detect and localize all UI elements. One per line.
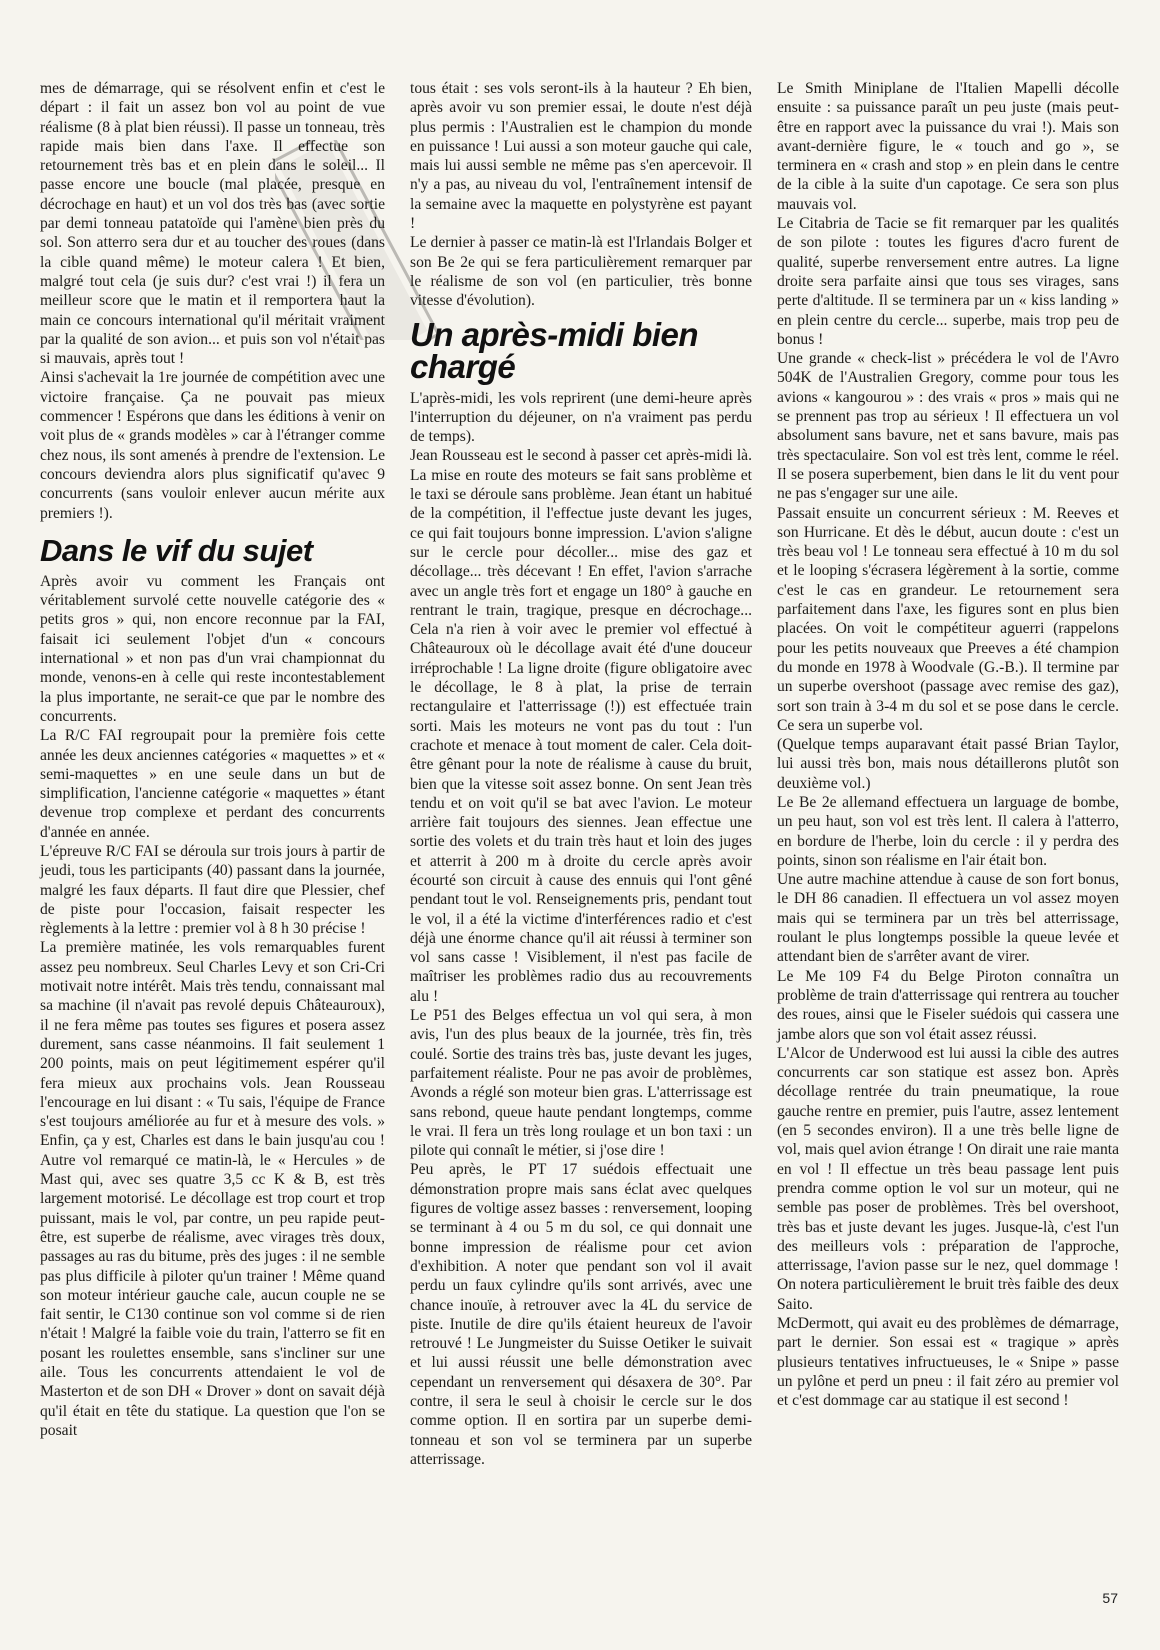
column-right [777, 79, 1119, 1410]
paragraph: Une grande « check-list » précédera le vol de l'Avro 504K de l'Australien Gregory, comme pour tous les avions « kangourou » : des vrais « pros » mais qui ne se prennent pas trop au sérieux ! Il effectuera un vol absolument sans bavure, net et sans bavure, mais pas très spectaculaire. Son vol est très lent, comme le réel. Il se posera superbement, bien dans le lit du vent pour ne pas s'engager sur une aile. [777, 350, 1119, 503]
paragraph: McDermott, qui avait eu des problèmes de démarrage, part le dernier. Son essai est « tragique » après plusieurs tentatives infructueuses, le « Snipe » passe un pylône et perd un pneu : il fait zéro au premier vol et c'est dommage car au statique il est second ! [777, 1315, 1119, 1410]
paragraph: Peu après, le PT 17 suédois effectuait une démonstration propre mais sans éclat avec quelques figures de voltige assez basses : renversement, looping se terminant à 4 ou 5 m du sol, ce qui donnait une bonne impression de réalisme pour cet avion d'exhibition. A noter que pendant son vol il avait perdu un faux cylindre qu'ils sont arrivés, avec une chance inouïe, à retrouver avec la 4L du service de piste. Inutile de dire qu'ils étaient heureux de l'avoir retrouvé ! Le Jungmeister du Suisse Oetiker le suivait et lui aussi réussit une belle démonstration avec cependant un renversement qui désaxera de 30°. Par contre, il sera le seul à choisir le cercle sur le dos comme option. Il en sortira par un superbe demi-tonneau et son vol se terminera par un superbe atterrissage. [410, 1161, 752, 1468]
paragraph: La première matinée, les vols remarquables furent assez peu nombreux. Seul Charles Levy et son Cri-Cri motivait notre intérêt. Mais très tendu, connaissant mal sa machine (il n'avait pas revolé depuis Châteauroux), il ne fera même pas toutes ses figures et posera assez durement, sans casse néanmoins. Il fait seulement 1 200 points, mais on peut légitimement espérer qu'il fera mieux aux prochains vols. Jean Rousseau l'encourage en lui disant : « Tu sais, l'équipe de France s'est toujours améliorée au fur et à mesure des vols. » Enfin, ça y est, Charles est dans le bain jusqu'au cou ! Autre vol remarqué ce matin-là, le « Hercules » de Mast qui, avec ses quatre 3,5 cc K & B, est très largement motorisé. Le décollage est trop court et trop puissant, mais le vol, par contre, un peu rapide peut-être, est superbe de réalisme, avec virages très doux, passages au ras du bitume, près des juges : il ne semble pas plus difficile à piloter qu'un trainer ! Même quand son moteur intérieur gauche cale, aucun couple ne se fait sentir, le C130 continue son vol comme si de rien n'était ! Malgré la faible voie du train, l'atterro se fit en posant les roulettes ensemble, sans s'incliner sur une aile. Tous les concurrents attendaient le vol de Masterton et de son DH « Drover » dont on savait déjà qu'il était en tête du statique. La question que l'on se posait [40, 939, 385, 1439]
paragraph: Ainsi s'achevait la 1re journée de compétition avec une victoire française. Ça ne pouvait pas mieux commencer ! Espérons que dans les éditions à venir on voit plus de « grands modèles » car à l'étranger comme chez nous, ils sont amenés à prendre de l'extension. Le concours deviendra alors plus significatif qu'avec 9 concurrents (sans vouloir enlever aucun mérite aux premiers !). [40, 369, 385, 522]
column-left [40, 79, 385, 1440]
paragraph: Le P51 des Belges effectua un vol qui sera, à mon avis, l'un des plus beaux de la journée, très fin, très coulé. Sortie des trains très bas, juste devant les juges, parfaitement réaliste. Pour ne pas avoir de problèmes, Avonds a réglé son moteur bien gras. L'atterrissage est sans rebond, queue haute pendant longtemps, comme le vrai. Il fera un très long roulage et un bon taxi : un pilote qui connaît le métier, si j'ose dire ! [410, 1007, 752, 1160]
paragraph: (Quelque temps auparavant était passé Brian Taylor, lui aussi très bon, mais nous détaillerons plutôt son deuxième vol.) [777, 736, 1119, 792]
paragraph: mes de démarrage, qui se résolvent enfin et c'est le départ : il fait un assez bon vol au point de vue réalisme (8 à plat bien réussi). Il passe un tonneau, très rapide mais bien dans l'axe. Il effectue son retournement très bas et en plein dans le soleil... Il passe encore une boucle (mal placée, presque en décrochage en haut) et un vol dos très bas (avec sortie par demi tonneau patatoïde qui l'amène bien près du sol. Son atterro sera dur et au toucher des roues (dans la cible quand même) le moteur calera ! Et bien, malgré tout cela (je suis dur? c'est vrai !) il fera un meilleur score que le matin et il remportera haut la main ce concours international qu'il méritait vraiment par la qualité de son avion... et puis son vol n'était pas si mauvais, après tout ! [40, 80, 385, 368]
paragraph: Jean Rousseau est le second à passer cet après-midi là. La mise en route des moteurs se fait sans problème et le taxi se déroule sans problème. Jean étant un habitué de la compétition, il l'effectue juste devant les juges, ce qui fait toujours bonne impression. L'avion s'aligne sur le cercle pour décoller... mise des gaz et décollage... très décevant ! En effet, l'avion s'arrache avec un angle très fort et engage un 180° à gauche en rentrant le train, tragique, presque en décrochage... Cela n'a rien à voir avec le premier vol effectué à Châteauroux où le décollage avait été d'une douceur irréprochable ! La ligne droite (figure obligatoire avec le décollage, le 8 à plat, la prise de terrain rectangulaire et l'atterrissage (!)) est effectuée train sorti. Mais les moteurs ne vont pas du tout : l'un crachote et menace à tout moment de caler. Cela doit-être gênant pour la note de réalisme à cause du bruit, bien que la vitesse soit assez bonne. On sent Jean très tendu et on voit qu'il se bat avec l'avion. Le moteur arrière fait toujours des siennes. Jean effectue une sortie des volets et du train très haut et loin des juges et atterrit à 200 m à droite du cercle après avoir écourté son circuit à cause des ennuis qui l'ont gêné pendant tout le vol. Renseignements pris, pendant tout le vol, il a été la victime d'interférences radio et c'est déjà une énorme chance qu'il ait réussi à terminer son vol sans casse ! Visiblement, il n'est pas facile de maîtriser les problèmes radio dus au recouvrements alu ! [410, 447, 752, 1005]
paragraph: Le Citabria de Tacie se fit remarquer par les qualités de son pilote : toutes les figures d'acro furent de qualité, superbe renversement entre autres. La ligne droite sera parfaite ainsi que tous ses virages, sans perte d'altitude. Il se terminera par un « kiss landing » en plein centre du cercle... superbe, mais trop peu de bonus ! [777, 215, 1119, 348]
paragraph: Après avoir vu comment les Français ont véritablement survolé cette nouvelle catégorie des « petits gros » qui, non encore reconnue par la FAI, faisait ici seulement l'objet d'un « concours international » et non pas d'un vrai championnat du monde, venons-en à celle qui reste incontestablement la plus importante, ne serait-ce que par le nombre des concurrents. [40, 572, 385, 725]
paragraph: Le Be 2e allemand effectuera un larguage de bombe, un peu haut, son vol est très lent. Il calera à l'atterro, en bordure de l'herbe, loin du cercle : il y perdra des points, sinon son réalisme en l'air était bon. [777, 793, 1119, 869]
paragraph: tous était : ses vols seront-ils à la hauteur ? Eh bien, après avoir vu son premier essai, le doute n'est déjà plus permis : l'Australien est le champion du monde en puissance ! Lui aussi a son moteur gauche qui cale, mais lui aussi semble ne même pas s'en apercevoir. Il n'y a pas, au niveau du vol, l'entraînement intensif de la semaine avec la maquette en polystyrène est payant ! [410, 80, 752, 233]
paragraph: Une autre machine attendue à cause de son fort bonus, le DH 86 canadien. Il effectuera un vol assez moyen mais qui se terminera par un très bel atterrissage, roulant le plus longtemps possible la queue levée et attendant bien de s'arrêter avant de virer. [777, 871, 1119, 966]
section-heading: Dans le vif du sujet [40, 532, 313, 568]
paragraph: Le Me 109 F4 du Belge Piroton connaîtra un problème de train d'atterrissage qui rentrera au toucher des roues, ainsi que le Fiseler suédois qui cassera une jambe alors que son vol était assez réussi. [777, 967, 1119, 1043]
paragraph: Le dernier à passer ce matin-là est l'Irlandais Bolger et son Be 2e qui se fera particulièrement remarquer par le réalisme de son vol (en particulier, très bonne vitesse d'évolution). [410, 234, 752, 310]
paragraph: L'après-midi, les vols reprirent (une demi-heure après l'interruption du déjeuner, on n'a vraiment pas perdu de temps). [410, 389, 752, 446]
paragraph: Le Smith Miniplane de l'Italien Mapelli décolle ensuite : sa puissance paraît un peu juste (mais peut-être en rapport avec la puissance du vrai !). Mais son avant-dernière figure, le « touch and go », se terminera en « crash and stop » en plein dans le centre de la cible à la suite d'un capotage. Ce sera son plus mauvais vol. [777, 80, 1119, 213]
page-number: 57 [1102, 1590, 1118, 1606]
column-middle [410, 79, 752, 1469]
paragraph: L'Alcor de Underwood est lui aussi la cible des autres concurrents car son statique est assez bon. Après décollage rentrée du train pneumatique, la roue gauche rentre en premier, puis l'autre, assez lentement (en 5 secondes environ). Il a une très belle ligne de vol, mais quel avion étrange ! On dirait une raie manta en vol ! Il effectue un très beau passage lent puis prendra comme option le vol sur un moteur, qui ne semble pas poser de problèmes. Très bel overshoot, très bas et juste devant les juges. Jusque-là, c'est l'un des meilleurs vols : préparation de l'approche, atterrissage, l'avion passe sur le nez, quel dommage ! On notera particulièrement le bruit très faible des deux Saito. [777, 1044, 1119, 1313]
paragraph: La R/C FAI regroupait pour la première fois cette année les deux anciennes catégories « maquettes » et « semi-maquettes » en une seule dans un but de simplification, l'ancienne catégorie « maquettes » étant devenue trop complexe et perdant des concurrents d'année en année. [40, 727, 385, 841]
section-heading: Un après-midi bien chargé [410, 315, 699, 385]
paragraph: Passait ensuite un concurrent sérieux : M. Reeves et son Hurricane. Et dès le début, aucun doute : c'est un très beau vol ! Le tonneau sera effectué à 10 m du sol et le looping s'écrasera légèrement à la sortie, comme c'est le cas en grandeur. Le retournement sera parfaitement dans l'axe, les figures sont en plus bien placées. On voit le compétiteur aguerri (rappelons pour les petits nouveaux que Preeves a été champion du monde en 1978 à Woodvale (G.-B.). Il termine par un superbe overshoot (passage avec remise des gaz), sort son train à 3-4 m du sol et se pose dans le cercle. Ce sera un superbe vol. [777, 504, 1119, 734]
paragraph: L'épreuve R/C FAI se déroula sur trois jours à partir de jeudi, tous les participants (40) passant dans la journée, malgré les faux départs. Il faut dire que Plessier, chef de piste pour l'occasion, faisait respecter les règlements à la lettre : premier vol à 8 h 30 précise ! [40, 842, 385, 938]
